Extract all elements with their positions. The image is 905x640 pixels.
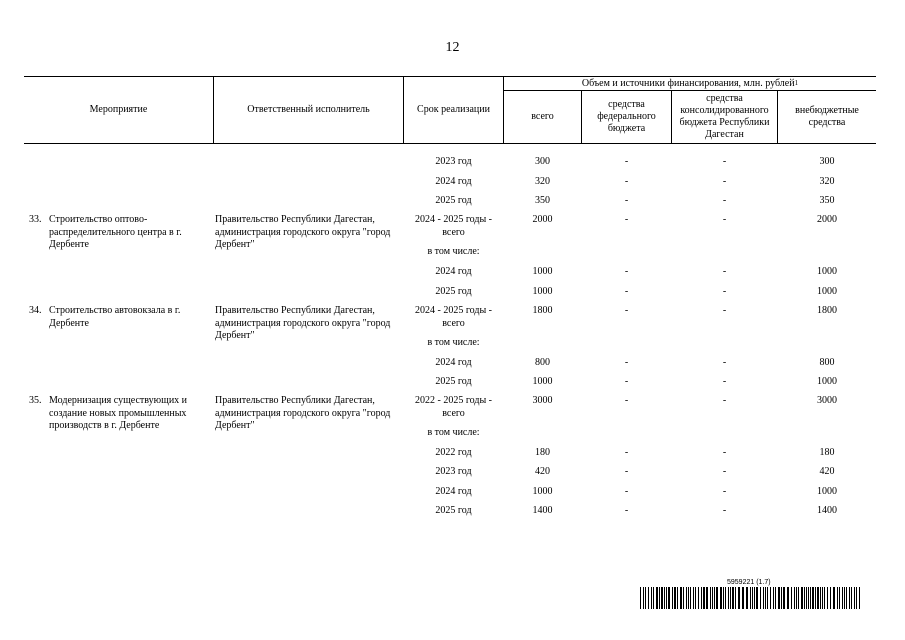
barcode-bar <box>833 587 835 609</box>
barcode-bar <box>653 587 654 609</box>
cell-consolidated: - <box>722 486 727 497</box>
cell-total: 800 <box>535 357 550 368</box>
cell-extra: 350 <box>819 195 835 206</box>
barcode-bar <box>820 587 821 609</box>
barcode-bar <box>656 587 658 609</box>
barcode-bar <box>846 587 847 609</box>
cell-period: 2024 год <box>435 176 472 187</box>
cell-executor: Правительство Республики Дагестан, администрация городского округа "город Дербент" <box>215 214 391 250</box>
cell-total: 1000 <box>532 376 553 387</box>
cell-period: 2023 год <box>435 466 472 477</box>
cell-total: 350 <box>535 195 550 206</box>
barcode-bar <box>742 587 744 609</box>
cell-federal: - <box>624 466 629 477</box>
cell-consolidated: - <box>722 214 727 225</box>
cell-total: 1000 <box>532 266 553 277</box>
cell-federal: - <box>624 395 629 406</box>
barcode-bar <box>659 587 660 609</box>
cell-consolidated: - <box>722 176 727 187</box>
barcode-bar <box>839 587 840 609</box>
barcode-bar <box>712 587 713 609</box>
cell-total: 420 <box>535 466 550 477</box>
cell-period: 2025 год <box>435 286 472 297</box>
barcode-bar <box>680 587 682 609</box>
cell-consolidated: - <box>722 505 727 516</box>
cell-federal: - <box>624 486 629 497</box>
cell-period: 2025 год <box>435 376 472 387</box>
cell-federal: - <box>624 305 629 316</box>
cell-event: Модернизация существующих и создание новых промышленных производств в г. Дербенте <box>49 395 188 431</box>
barcode-bar <box>648 587 649 609</box>
barcode-bar <box>773 587 774 609</box>
barcode-bar <box>732 587 734 609</box>
cell-federal: - <box>624 176 629 187</box>
barcode-bar <box>738 587 740 609</box>
header-consolidated: средства консолидированного бюджета Республики Дагестан <box>679 93 770 140</box>
cell-period: в том числе: <box>427 246 480 257</box>
barcode-bar <box>703 587 705 609</box>
cell-consolidated: - <box>722 447 727 458</box>
barcode-bar <box>695 587 696 609</box>
cell-federal: - <box>624 357 629 368</box>
barcode-bar <box>664 587 665 609</box>
barcode-bar <box>754 587 755 609</box>
cell-extra: 1000 <box>817 376 837 387</box>
barcode-bar <box>677 587 678 609</box>
cell-extra: 1000 <box>817 266 837 277</box>
barcode-bar <box>767 587 768 609</box>
header-period: Срок реализации <box>417 104 490 115</box>
barcode-bar <box>851 587 852 609</box>
cell-federal: - <box>624 505 629 516</box>
cell-extra: 3000 <box>817 395 837 406</box>
cell-period: 2024 год <box>435 357 472 368</box>
barcode-bar <box>808 587 809 609</box>
cell-total: 1400 <box>532 505 553 516</box>
barcode-bar <box>806 587 807 609</box>
cell-num: 35. <box>29 395 42 406</box>
cell-period: 2022 - 2025 годы - всего <box>414 395 493 419</box>
cell-extra: 2000 <box>817 214 837 225</box>
cell-extra: 180 <box>819 447 835 458</box>
barcode-bar <box>750 587 751 609</box>
cell-federal: - <box>624 376 629 387</box>
barcode-bar <box>640 587 641 609</box>
cell-period: 2024 - 2025 годы - всего <box>414 214 493 238</box>
cell-consolidated: - <box>722 466 727 477</box>
barcode-bar <box>849 587 850 609</box>
header-total: всего <box>531 111 554 122</box>
barcode-bar <box>723 587 724 609</box>
barcode-bar <box>672 587 673 609</box>
header-extra: внебюджетные средства <box>795 105 859 128</box>
barcode-bar <box>781 587 782 609</box>
cell-extra: 1000 <box>817 286 837 297</box>
barcode-bar <box>827 587 828 609</box>
cell-extra: 320 <box>819 176 835 187</box>
barcode-bar <box>794 587 795 609</box>
barcode-bar <box>651 587 652 609</box>
barcode-bar <box>752 587 753 609</box>
barcode-bar <box>661 587 663 609</box>
header-bottom-rule <box>24 143 876 144</box>
cell-executor: Правительство Республики Дагестан, администрация городского округа "город Дербент" <box>215 305 391 341</box>
cell-federal: - <box>624 214 629 225</box>
barcode-number: 5959221 (1.7) <box>727 579 771 586</box>
barcode-bar <box>716 587 718 609</box>
funding-footnote-mark: 1 <box>794 79 799 87</box>
cell-consolidated: - <box>722 156 727 167</box>
barcode-bar <box>760 587 761 609</box>
cell-total: 300 <box>535 156 550 167</box>
cell-period: 2024 год <box>435 266 472 277</box>
barcode-bar <box>728 587 729 609</box>
barcode-bar <box>801 587 803 609</box>
barcode-bar <box>645 587 646 609</box>
barcode-bar <box>714 587 715 609</box>
barcode-bar <box>859 587 860 609</box>
cell-extra: 300 <box>819 156 835 167</box>
barcode-bar <box>842 587 843 609</box>
barcode-bar <box>746 587 748 609</box>
cell-total: 320 <box>535 176 550 187</box>
barcode-bar <box>775 587 776 609</box>
cell-period: 2024 год <box>435 486 472 497</box>
barcode-bar <box>701 587 702 609</box>
cell-period: 2022 год <box>435 447 472 458</box>
cell-federal: - <box>624 286 629 297</box>
barcode-bar <box>666 587 667 609</box>
barcode-bar <box>830 587 831 609</box>
barcode-bar <box>824 587 825 609</box>
cell-event: Строительство оптово-распределительного центра в г. Дербенте <box>49 214 182 250</box>
header-event: Мероприятие <box>89 104 148 115</box>
barcode-bar <box>856 587 857 609</box>
barcode-bar <box>817 587 819 609</box>
cell-period: 2023 год <box>435 156 472 167</box>
cell-total: 1000 <box>532 486 553 497</box>
barcode-bar <box>854 587 855 609</box>
cell-consolidated: - <box>722 305 727 316</box>
cell-num: 33. <box>29 214 42 225</box>
barcode-bar <box>765 587 766 609</box>
barcode-bar <box>698 587 699 609</box>
barcode-bar <box>710 587 711 609</box>
barcode-bar <box>730 587 731 609</box>
barcode-bar <box>763 587 764 609</box>
page-number: 12 <box>445 40 460 55</box>
cell-consolidated: - <box>722 195 727 206</box>
funding-group-label: Объем и источники финансирования, млн. рублей <box>581 77 795 89</box>
barcode-bar <box>822 587 823 609</box>
barcode-bar <box>756 587 758 609</box>
header-federal: средства федерального бюджета <box>597 99 656 134</box>
cell-consolidated: - <box>722 395 727 406</box>
barcode-bar <box>810 587 811 609</box>
barcode-bar <box>787 587 789 609</box>
barcode-bar <box>686 587 687 609</box>
barcode-bar <box>791 587 792 609</box>
barcode-bar <box>798 587 799 609</box>
cell-period: в том числе: <box>427 427 480 438</box>
cell-consolidated: - <box>722 376 727 387</box>
barcode-bar <box>643 587 644 609</box>
cell-federal: - <box>624 266 629 277</box>
barcode-bar <box>837 587 838 609</box>
cell-consolidated: - <box>722 266 727 277</box>
cell-extra: 800 <box>819 357 835 368</box>
barcode-bar <box>693 587 694 609</box>
barcode-bar <box>778 587 780 609</box>
cell-total: 2000 <box>532 214 553 225</box>
cell-period: в том числе: <box>427 337 480 348</box>
cell-total: 180 <box>535 447 550 458</box>
cell-federal: - <box>624 156 629 167</box>
header-executor: Ответственный исполнитель <box>247 104 370 115</box>
barcode-bar <box>804 587 805 609</box>
cell-period: 2025 год <box>435 505 472 516</box>
cell-extra: 1400 <box>817 505 837 516</box>
barcode-bar <box>725 587 726 609</box>
cell-period: 2024 - 2025 годы - всего <box>414 305 493 329</box>
cell-consolidated: - <box>722 286 727 297</box>
cell-executor: Правительство Республики Дагестан, администрация городского округа "город Дербент" <box>215 395 391 431</box>
cell-extra: 420 <box>819 466 835 477</box>
cell-total: 1000 <box>532 286 553 297</box>
header-funding-group <box>504 77 876 90</box>
barcode-bar <box>783 587 785 609</box>
cell-period: 2025 год <box>435 195 472 206</box>
barcode-bar <box>683 587 684 609</box>
cell-extra: 1800 <box>817 305 837 316</box>
cell-total: 1800 <box>532 305 553 316</box>
barcode-bar <box>815 587 816 609</box>
barcode-bar <box>844 587 845 609</box>
barcode-bar <box>674 587 676 609</box>
barcode <box>640 587 860 609</box>
barcode-bar <box>770 587 771 609</box>
barcode-bar <box>735 587 736 609</box>
barcode-bar <box>688 587 689 609</box>
barcode-bar <box>706 587 708 609</box>
barcode-bar <box>796 587 797 609</box>
barcode-bar <box>720 587 722 609</box>
cell-num: 34. <box>29 305 42 316</box>
cell-federal: - <box>624 447 629 458</box>
cell-consolidated: - <box>722 357 727 368</box>
cell-event: Строительство автовокзала в г. Дербенте <box>49 305 181 329</box>
cell-extra: 1000 <box>817 486 837 497</box>
barcode-bar <box>690 587 691 609</box>
cell-total: 3000 <box>532 395 553 406</box>
barcode-bar <box>812 587 814 609</box>
barcode-bar <box>668 587 670 609</box>
cell-federal: - <box>624 195 629 206</box>
